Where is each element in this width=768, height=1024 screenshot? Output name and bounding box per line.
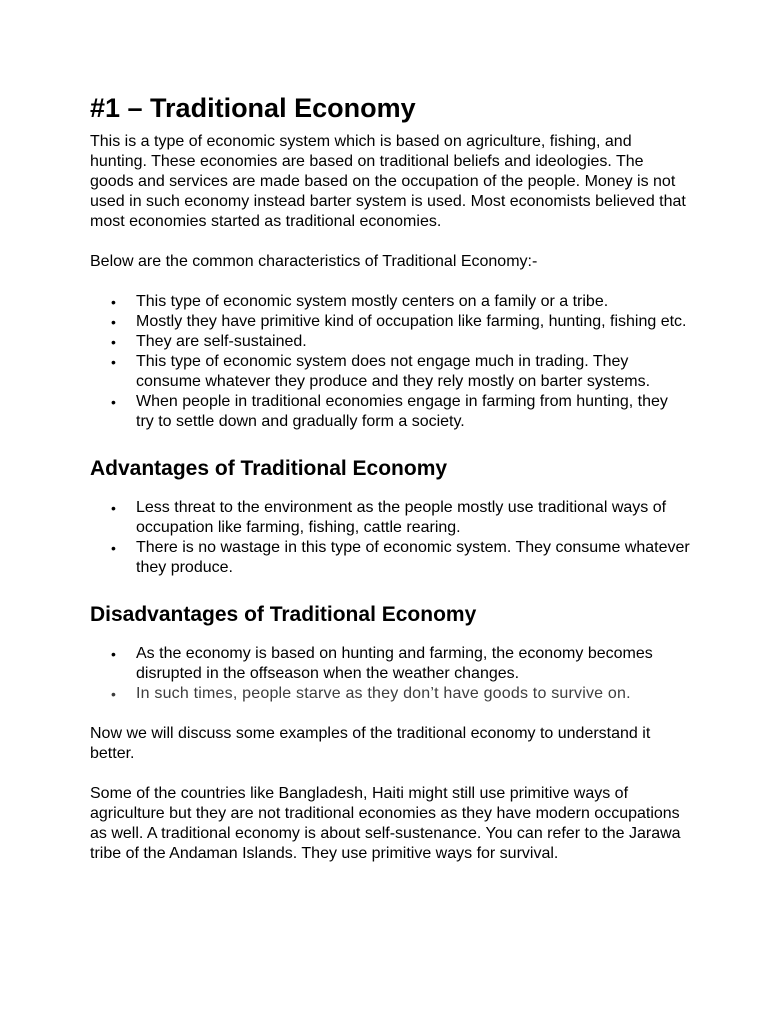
bullet-icon: • [111,686,117,702]
bullet-icon: • [111,646,116,662]
bullet-icon: • [111,314,116,330]
list-item [90,684,690,704]
page-title: #1 – Traditional Economy [90,93,416,123]
bullet-icon: • [111,294,116,310]
list-item-text: This type of economic system does not engage much in trading. They consume whatever they produce and they rely mostly on barter systems. [136,353,651,390]
disadvantages-list [90,644,690,704]
list-item [90,352,690,392]
bullet-icon: • [111,500,116,516]
bullet-icon: • [111,540,116,556]
list-item [90,392,690,432]
list-item [90,292,690,312]
list-item [90,498,690,538]
list-item-text: When people in traditional economies engage in farming from hunting, they try to settle down and gradually form a society. [136,393,668,430]
bullet-icon: • [111,354,116,370]
list-item-text: Less threat to the environment as the people mostly use traditional ways of occupation like farming, fishing, cattle rearing. [136,499,667,536]
characteristics-list [90,292,690,432]
examples-paragraph: Some of the countries like Bangladesh, Haiti might still use primitive ways of agriculture but they are not traditional economies as they have modern occupations as well. A traditional economy is about self-sustenance. You can refer to the Jarawa tribe of the Andaman Islands. They use primitive ways for survival. [90,785,681,862]
list-item-text: Mostly they have primitive kind of occupation like farming, hunting, fishing etc. [136,313,687,330]
characteristics-lead: Below are the common characteristics of Traditional Economy:- [90,253,538,270]
list-item-text: This type of economic system mostly centers on a family or a tribe. [136,293,609,310]
list-item-text: In such times, people starve as they don’t have goods to survive on. [136,685,631,702]
intro-paragraph: This is a type of economic system which is based on agriculture, fishing, and hunting. These economies are based on traditional beliefs and ideologies. The goods and services are made based on the occupation of the people. Money is not used in such economy instead barter system is used. Most economists believed that most economies started as traditional economies. [90,133,686,230]
list-item-text: They are self-sustained. [136,333,307,350]
list-item-text: There is no wastage in this type of economic system. They consume whatever they produce. [136,539,690,576]
list-item [90,312,690,332]
advantages-heading: Advantages of Traditional Economy [90,457,448,480]
bullet-icon: • [111,334,116,350]
list-item [90,332,690,352]
examples-lead: Now we will discuss some examples of the traditional economy to understand it better. [90,725,651,762]
list-item [90,644,690,684]
list-item [90,538,690,578]
disadvantages-heading: Disadvantages of Traditional Economy [90,603,477,626]
advantages-list [90,498,690,578]
bullet-icon: • [111,394,116,410]
list-item-text: As the economy is based on hunting and farming, the economy becomes disrupted in the offseason when the weather changes. [136,645,653,682]
document-page [90,92,690,884]
